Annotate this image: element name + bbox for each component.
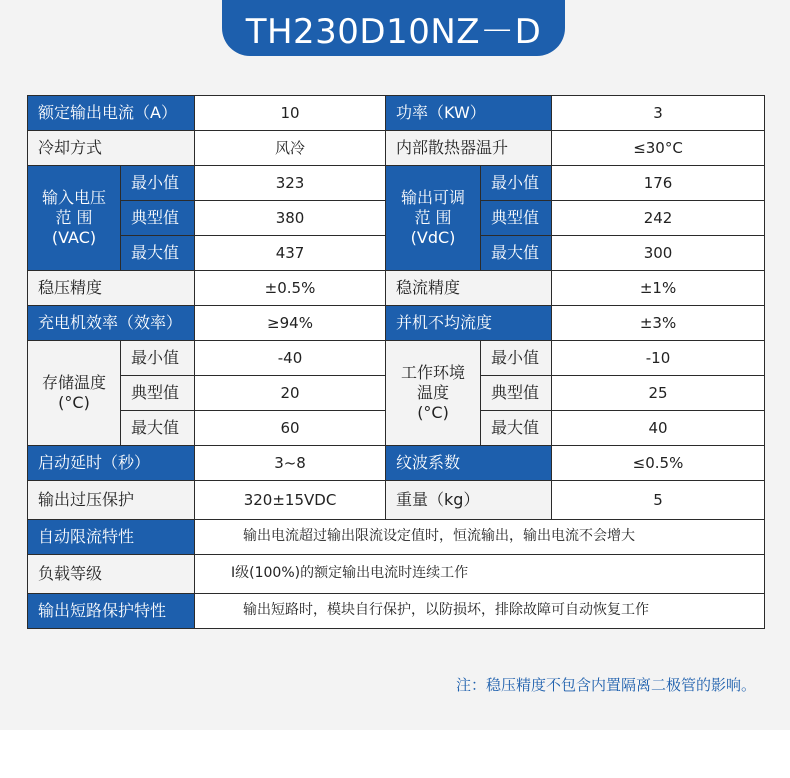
table-row	[28, 306, 765, 341]
cooling-value: 风冷	[195, 131, 386, 166]
ripple-label: 纹波系数	[386, 446, 552, 481]
current-sharing-value: ±3%	[552, 306, 765, 341]
storage-max-label: 最大值	[121, 411, 195, 446]
output-min-label: 最小值	[481, 166, 552, 201]
current-limit-label: 自动限流特性	[28, 520, 195, 555]
table-row	[28, 341, 765, 376]
load-level-value: Ⅰ级(100%)的额定输出电流时连续工作	[195, 555, 765, 594]
ripple-value: ≤0.5%	[552, 446, 765, 481]
spec-table	[27, 95, 765, 629]
ovp-label: 输出过压保护	[28, 481, 195, 520]
power-label: 功率（KW）	[386, 96, 552, 131]
work-max-label: 最大值	[481, 411, 552, 446]
short-circuit-value: 输出短路时，模块自行保护，以防损坏，排除故障可自动恢复工作	[195, 594, 765, 629]
work-max-value: 40	[552, 411, 765, 446]
rated-current-label: 额定输出电流（A）	[28, 96, 195, 131]
heatsink-temp-label: 内部散热器温升	[386, 131, 552, 166]
current-regulation-label: 稳流精度	[386, 271, 552, 306]
model-title: TH230D10NZ－D	[222, 0, 565, 56]
voltage-regulation-value: ±0.5%	[195, 271, 386, 306]
weight-value: 5	[552, 481, 765, 520]
input-voltage-label: 输入电压 范 围 (VAC)	[28, 166, 121, 271]
efficiency-label: 充电机效率（效率）	[28, 306, 195, 341]
table-row	[28, 166, 765, 201]
output-max-value: 300	[552, 236, 765, 271]
table-row	[28, 271, 765, 306]
load-level-label: 负载等级	[28, 555, 195, 594]
output-voltage-label: 输出可调 范 围 (VdC)	[386, 166, 481, 271]
input-max-label: 最大值	[121, 236, 195, 271]
table-row	[28, 96, 765, 131]
table-row	[28, 131, 765, 166]
input-min-value: 323	[195, 166, 386, 201]
storage-typ-label: 典型值	[121, 376, 195, 411]
work-typ-value: 25	[552, 376, 765, 411]
output-typ-value: 242	[552, 201, 765, 236]
table-row	[28, 594, 765, 629]
storage-min-label: 最小值	[121, 341, 195, 376]
rated-current-value: 10	[195, 96, 386, 131]
cooling-label: 冷却方式	[28, 131, 195, 166]
startup-delay-value: 3~8	[195, 446, 386, 481]
table-row	[28, 555, 765, 594]
table-row	[28, 520, 765, 555]
input-typ-value: 380	[195, 201, 386, 236]
output-max-label: 最大值	[481, 236, 552, 271]
voltage-regulation-label: 稳压精度	[28, 271, 195, 306]
heatsink-temp-value: ≤30°C	[552, 131, 765, 166]
work-typ-label: 典型值	[481, 376, 552, 411]
table-row	[28, 481, 765, 520]
work-min-value: -10	[552, 341, 765, 376]
short-circuit-label: 输出短路保护特性	[28, 594, 195, 629]
weight-label: 重量（kg）	[386, 481, 552, 520]
efficiency-value: ≥94%	[195, 306, 386, 341]
footnote: 注：稳压精度不包含内置隔离二极管的影响。	[455, 676, 756, 694]
storage-typ-value: 20	[195, 376, 386, 411]
ovp-value: 320±15VDC	[195, 481, 386, 520]
work-min-label: 最小值	[481, 341, 552, 376]
output-min-value: 176	[552, 166, 765, 201]
table-row	[28, 446, 765, 481]
storage-min-value: -40	[195, 341, 386, 376]
storage-max-value: 60	[195, 411, 386, 446]
power-value: 3	[552, 96, 765, 131]
current-limit-value: 输出电流超过输出限流设定值时，恒流输出，输出电流不会增大	[195, 520, 765, 555]
input-min-label: 最小值	[121, 166, 195, 201]
storage-temp-label: 存储温度 (°C)	[28, 341, 121, 446]
current-regulation-value: ±1%	[552, 271, 765, 306]
output-typ-label: 典型值	[481, 201, 552, 236]
work-temp-label: 工作环境 温度 (°C)	[386, 341, 481, 446]
current-sharing-label: 并机不均流度	[386, 306, 552, 341]
input-typ-label: 典型值	[121, 201, 195, 236]
input-max-value: 437	[195, 236, 386, 271]
startup-delay-label: 启动延时（秒）	[28, 446, 195, 481]
